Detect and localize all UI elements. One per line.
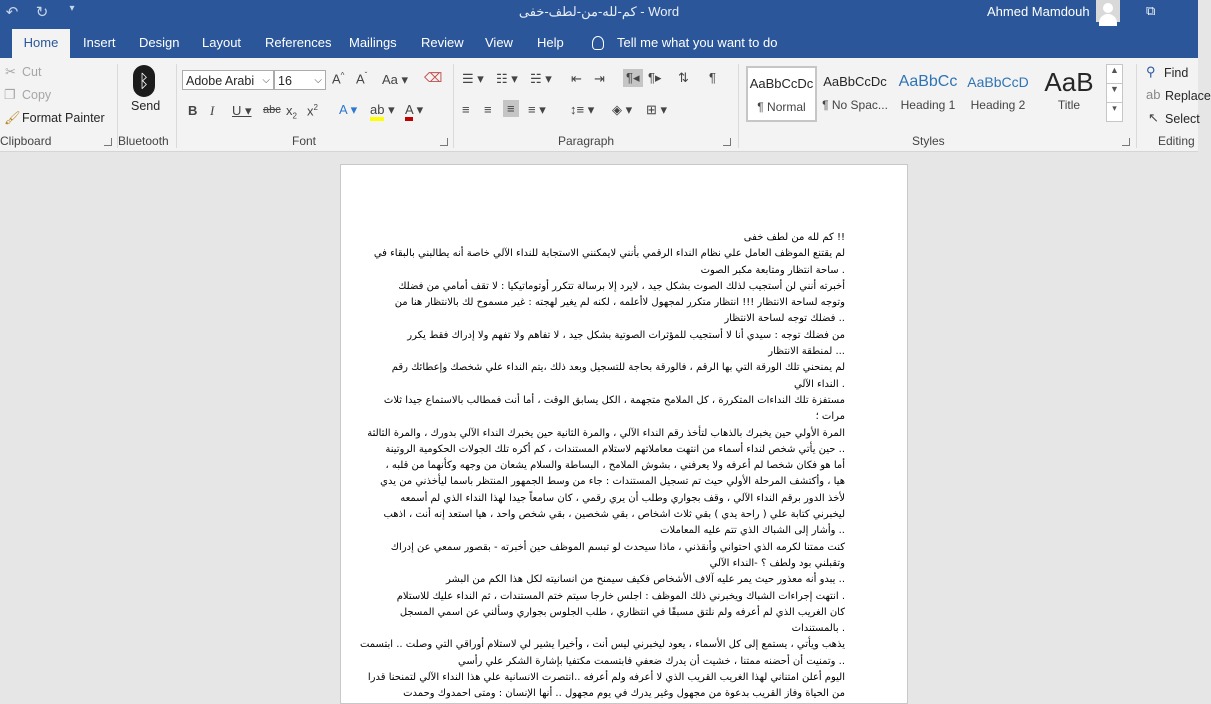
chevron-down-icon: ⌵ bbox=[262, 75, 270, 86]
styles-launcher-icon[interactable] bbox=[1122, 138, 1130, 146]
restore-icon[interactable]: ⧉ bbox=[1146, 3, 1156, 18]
change-case-label: Aa bbox=[382, 72, 398, 87]
document-line: كنت ممتنا لكرمه الذي احتواني وأنقذني ، ماذا سيحدث لو تبسم الموظف حين أخبرته - بقصور سمعي عن إدراك bbox=[390, 541, 845, 553]
undo-icon[interactable]: ↶ bbox=[5, 4, 19, 21]
tab-layout[interactable]: Layout bbox=[202, 35, 242, 50]
copy-icon: ❐ bbox=[4, 87, 16, 102]
sort-icon[interactable]: ⇅ bbox=[678, 70, 689, 85]
styles-group-label: Styles bbox=[912, 134, 945, 148]
grow-font-icon[interactable]: A^ bbox=[332, 71, 345, 87]
tell-me-box[interactable]: Tell me what you want to do bbox=[617, 35, 778, 50]
lightbulb-icon bbox=[592, 36, 604, 50]
line-spacing-icon[interactable]: ↕≡ ▾ bbox=[570, 102, 595, 117]
multilevel-list-icon[interactable]: ☵ ▾ bbox=[530, 71, 552, 86]
divider bbox=[1136, 64, 1137, 148]
ltr-direction-icon[interactable]: ¶▸ bbox=[648, 70, 662, 85]
document-line: كان الغريب الذي لم أعرفه ولم نلتق مسبقًا في انتظاري ، طلب الجلوس بجواري وسألني عن اسمي المسجل bbox=[399, 606, 845, 618]
redo-icon[interactable]: ↻ bbox=[35, 4, 49, 21]
document-line: وتوجه لساحة الانتظار !!! انتظار متكرر لمجهول لاأعلمه ، لكنه لم يغير لهجته : غير مسموح لك بالانتظار هنا من bbox=[394, 297, 845, 309]
paragraph-group-label: Paragraph bbox=[558, 134, 615, 148]
align-center-icon[interactable]: ≡ bbox=[484, 102, 492, 117]
bluetooth-group-label: Bluetooth bbox=[118, 134, 169, 148]
document-line: . ساحة انتظار ومتابعة مكبر الصوت bbox=[700, 264, 845, 276]
style-name: ¶ Normal bbox=[757, 100, 806, 114]
divider bbox=[738, 64, 739, 148]
document-line: ... لمنطقة الانتظار bbox=[768, 346, 845, 358]
clear-formatting-icon[interactable]: ⌫ bbox=[424, 70, 443, 85]
style-preview: AaBbCcDc bbox=[749, 76, 814, 91]
document-line: أما هو فكان شخصا لم أعرفه ولا يعرفني ، بشوش الملامح ، البساطة والسلام يشعان من وجهه وكأنهما من قلبه ، bbox=[385, 460, 845, 472]
document-line: من الحياة وفاز القريب بدعوة من مجهول وغير يدرك في يوم مجهول .. أنها الإنسان : ومتى احمدوك وحمدت bbox=[403, 688, 845, 700]
search-icon: ⚲ bbox=[1146, 64, 1156, 79]
document-line: أخبرته أنني لن أستجيب لذلك الصوت بشكل جيد ، لايرد إلا برسالة تتكرر أوتوماتيكيا : لا تقف أمامي من فضلك bbox=[398, 280, 845, 292]
document-line: لم يمنحني تلك الورقة التي بها الرقم ، فالورقة بحاجة للتسجيل وبعد ذلك ،يتم النداء علي شخصك وإعطائك رقم bbox=[391, 362, 845, 374]
style-no-spacing[interactable] bbox=[820, 66, 890, 122]
tab-references[interactable]: References bbox=[265, 35, 332, 50]
highlight-icon[interactable]: ab ▾ bbox=[370, 102, 395, 118]
font-group-label: Font bbox=[292, 134, 317, 148]
italic-icon[interactable]: I bbox=[210, 103, 215, 118]
style-name: Heading 1 bbox=[900, 98, 956, 112]
style-name: Heading 2 bbox=[970, 98, 1026, 112]
document-line: . بالمستندات bbox=[791, 623, 845, 635]
clipboard-group-label: Clipboard bbox=[0, 134, 52, 148]
chevron-down-icon: ⌵ bbox=[314, 75, 322, 86]
subscript-icon[interactable]: $x_2$ bbox=[286, 103, 297, 121]
font-color-icon[interactable]: A ▾ bbox=[405, 102, 423, 118]
change-case-button[interactable]: Aa ▾ bbox=[382, 72, 409, 87]
document-line: ليخبرني كتابة علي ( راحة يدي ) بقي ثلاث اشخاص ، بقي شخصين ، بقي شخص واحد ، هيا استعد إنه أنت ، اذهب bbox=[383, 509, 845, 521]
tab-mailings[interactable]: Mailings bbox=[349, 35, 397, 50]
font-name-value: Adobe Arabi bbox=[186, 74, 255, 88]
style-heading-1[interactable] bbox=[893, 66, 963, 122]
underline-icon[interactable]: U ▾ bbox=[232, 103, 252, 118]
format-painter-icon: 🖌 bbox=[4, 110, 21, 125]
more-styles-icon[interactable]: ▾ bbox=[1112, 103, 1117, 113]
rtl-direction-icon[interactable]: ¶◂ bbox=[623, 69, 643, 87]
document-line: اليوم أعلن امتناني لهذا الغريب القريب الذي لا أعرفه ولم أعرفه ..انتصرت الانسانية علي هذا النداء الآلي لتمنحنا قدرا bbox=[367, 672, 845, 684]
style-preview: AaBbCcD bbox=[967, 74, 1029, 90]
borders-icon[interactable]: ⊞ ▾ bbox=[646, 102, 668, 117]
document-line: هيا ، وأكتشف المرحلة الأولي حيث تم تسجيل المستندات : جاء من وسط الجمهور المنتظر باسما ليأخذني من يدي bbox=[380, 476, 845, 488]
superscript-icon[interactable]: $x^2$ bbox=[307, 103, 318, 119]
font-size-value: 16 bbox=[278, 74, 292, 88]
font-size-select[interactable] bbox=[274, 70, 326, 90]
avatar[interactable] bbox=[1096, 0, 1120, 22]
document-line: !! كم لله من لطف خفى bbox=[743, 232, 845, 243]
document-line: المرة الأولي حين يخبرك بالذهاب لتأخذ رقم النداء الآلي ، والمرة الثانية حين يخبرك النداء الآلي بدورك ، والمرة الثالثة bbox=[367, 427, 845, 439]
bullets-icon[interactable]: ☰ ▾ bbox=[462, 71, 484, 86]
tab-insert[interactable]: Insert bbox=[83, 35, 116, 50]
style-heading-2[interactable] bbox=[966, 66, 1030, 122]
style-name: ¶ No Spac... bbox=[822, 98, 888, 112]
copy-button[interactable]: Copy bbox=[22, 88, 52, 102]
document-line: .. فضلك توجه لساحة الانتظار bbox=[724, 313, 845, 325]
document-line: مرات ؛ bbox=[815, 411, 845, 423]
paragraph-launcher-icon[interactable] bbox=[723, 138, 731, 146]
numbering-icon[interactable]: ☷ ▾ bbox=[496, 71, 518, 86]
bluetooth-icon[interactable]: ᛒ bbox=[133, 65, 155, 97]
document-body[interactable] bbox=[359, 230, 845, 703]
document-line: يذهب ويأتي ، يستمع إلى كل الأسماء ، يعود ليخبرني ليس أنت ، وأخيرا يشير لي لاستلام أوراقي التي وصلت .. ابتسمت bbox=[359, 639, 845, 651]
chevron-up-icon[interactable]: ▲ bbox=[1107, 65, 1122, 84]
title-bar bbox=[0, 0, 1198, 26]
decrease-indent-icon[interactable]: ⇤ bbox=[571, 71, 582, 86]
tab-review[interactable]: Review bbox=[421, 35, 464, 50]
justify-icon[interactable]: ≡ ▾ bbox=[528, 102, 546, 117]
document-line: وتقبلني بود ولطف ؟ -النداء الآلي bbox=[709, 557, 845, 569]
increase-indent-icon[interactable]: ⇥ bbox=[594, 71, 605, 86]
align-left-icon[interactable]: ≡ bbox=[462, 102, 470, 117]
show-formatting-icon[interactable]: ¶ bbox=[709, 70, 716, 85]
bold-icon[interactable]: B bbox=[188, 103, 198, 118]
clipboard-launcher-icon[interactable] bbox=[104, 138, 112, 146]
document-line: .. وأشار إلى الشباك الذي تتم عليه المعاملات bbox=[660, 525, 845, 537]
text-effects-icon[interactable]: A ▾ bbox=[339, 102, 358, 117]
cut-button[interactable]: Cut bbox=[22, 65, 42, 79]
document-line: لم يقتنع الموظف العامل علي نظام النداء الرقمي بأنني لايمكنني الاستجابة للنداء الآلي خاصة أنه يطالبني بالبقاء في bbox=[373, 248, 845, 260]
shading-icon[interactable]: ◈ ▾ bbox=[612, 102, 633, 117]
select-button[interactable]: Select bbox=[1165, 112, 1200, 126]
find-button[interactable]: Find bbox=[1164, 66, 1189, 80]
strikethrough-icon[interactable]: abc bbox=[263, 104, 281, 116]
style-title[interactable] bbox=[1036, 66, 1102, 122]
tab-help[interactable]: Help bbox=[537, 35, 564, 50]
chevron-down-icon[interactable]: ▾ bbox=[69, 3, 75, 14]
document-line: .. حين يأتي شخص لنداء أسماء من انتهت معاملاتهم لاستلام المستندات ، كم أكره تلك الجولات الحكومية الروتينة bbox=[385, 443, 845, 455]
ribbon bbox=[0, 58, 1211, 152]
document-line: .. يبدو أنه معذور حيث يمر عليه آلاف الأشخاص فكيف سيمنح من انسانيته لكل هذا الكم من البشر bbox=[445, 574, 845, 586]
style-name: Title bbox=[1057, 98, 1081, 112]
tab-design[interactable]: Design bbox=[139, 35, 180, 50]
user-name[interactable]: Ahmed Mamdouh bbox=[987, 4, 1090, 19]
editing-group-label: Editing bbox=[1158, 134, 1195, 148]
chevron-down-icon[interactable]: ▼ bbox=[1107, 84, 1122, 103]
document-line: لأخذ الدور برقم النداء الآلي ، وقف بجواري وطلب أن يري رقمي ، كان سامعاً جيدا لهذا النداء الذي لم أسمعه bbox=[400, 492, 845, 504]
tab-home[interactable]: Home bbox=[12, 29, 70, 58]
divider bbox=[453, 64, 454, 148]
font-name-select[interactable] bbox=[182, 70, 274, 90]
send-button[interactable]: Send bbox=[131, 99, 161, 113]
format-painter-button[interactable]: Format Painter bbox=[22, 111, 105, 125]
document-line: مستفزة تلك النداءات المتكررة ، كل الملامح متجهمة ، الكل يسابق الوقت ، أما أنت فمطالب بالاستماع جيدا ثلاث bbox=[383, 394, 845, 406]
style-normal[interactable] bbox=[746, 66, 817, 122]
font-launcher-icon[interactable] bbox=[440, 138, 448, 146]
document-line: .. وتمنيت أن أحضنه ممتنا ، خشيت أن يدرك ضعفي فابتسمت مكتفيا بإشارة الشكر علي رأسي bbox=[458, 655, 845, 667]
replace-button[interactable]: Replace bbox=[1165, 89, 1211, 103]
scissors-icon: ✂ bbox=[5, 64, 16, 79]
style-preview: AaB bbox=[1044, 67, 1094, 97]
tab-view[interactable]: View bbox=[485, 35, 513, 50]
document-line: . النداء الآلي bbox=[794, 378, 845, 390]
style-preview: AaBbCcDc bbox=[823, 74, 887, 89]
align-right-icon[interactable]: ≡ bbox=[503, 100, 519, 117]
replace-icon: ab bbox=[1146, 87, 1161, 102]
document-line: من فضلك توجه : سيدي أنا لا أستجيب للمؤثرات الصوتية بشكل جيد ، لا تفاهم ولا تفهم ولا إدراك فقط يكرر bbox=[407, 329, 845, 341]
styles-gallery-scroll[interactable] bbox=[1106, 64, 1123, 122]
divider bbox=[176, 64, 177, 148]
shrink-font-icon[interactable]: $A^ˇ$ bbox=[356, 71, 368, 87]
cursor-icon: ↖ bbox=[1148, 110, 1159, 125]
document-line: . انتهت إجراءات الشباك ويخبرني ذلك الموظف : اجلس خارجا سيتم ختم المستندات ، ثم النداء عليك للاستلام bbox=[396, 590, 845, 602]
style-preview: AaBbCc bbox=[898, 73, 958, 90]
document-title: كم-لله-من-لطف-خفى - Word bbox=[518, 4, 680, 19]
